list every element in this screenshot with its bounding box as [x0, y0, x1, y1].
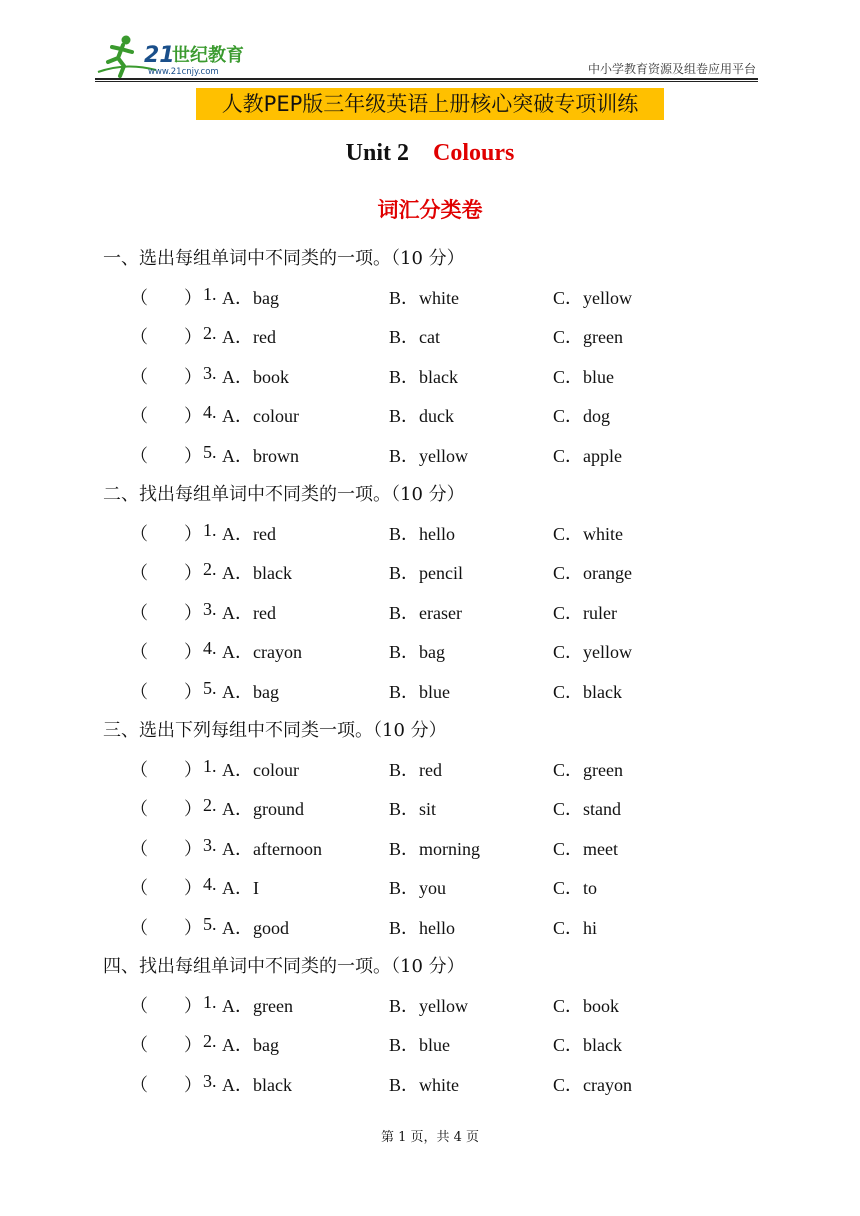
- answer-paren-left[interactable]: （: [130, 642, 148, 663]
- option-b: B．duck: [389, 406, 454, 427]
- question-number: 5.: [203, 677, 217, 698]
- option-b: B．hello: [389, 917, 455, 938]
- answer-paren-right[interactable]: ）: [184, 406, 202, 427]
- answer-paren-right[interactable]: ）: [184, 1074, 202, 1095]
- question-row: [0, 402, 860, 432]
- option-b: B．hello: [389, 524, 455, 544]
- option-b: B．you: [389, 878, 447, 899]
- answer-paren-left[interactable]: （: [130, 681, 148, 702]
- option-b: B．cat: [389, 327, 440, 348]
- question-number: 1.: [203, 520, 217, 540]
- question-number: 2.: [203, 323, 217, 344]
- section-title: 二、找出每组单词中不同类的一项。（10 分）: [103, 484, 465, 505]
- answer-paren-right[interactable]: ）: [184, 642, 202, 663]
- option-b: B．red: [389, 760, 442, 780]
- answer-paren-left[interactable]: （: [130, 445, 148, 466]
- question-number: 4.: [203, 402, 217, 423]
- answer-paren-right[interactable]: ）: [184, 366, 202, 387]
- option-c: C．meet: [553, 838, 618, 859]
- option-c: C．dog: [553, 406, 611, 427]
- question-row: [0, 1071, 860, 1101]
- option-c: C．blue: [553, 366, 614, 387]
- answer-paren-right[interactable]: ）: [184, 760, 202, 780]
- question-number: 3.: [203, 834, 217, 855]
- option-b: B．white: [389, 1074, 459, 1095]
- platform-tagline: 中小学教育资源及组卷应用平台: [587, 62, 756, 76]
- answer-paren-left[interactable]: （: [130, 602, 148, 623]
- option-b: B．sit: [389, 799, 437, 820]
- answer-paren-left[interactable]: （: [130, 917, 148, 938]
- option-c: C．yellow: [553, 642, 632, 663]
- unit-label: Unit 2: [345, 140, 409, 166]
- option-a: A．black: [222, 1074, 292, 1095]
- option-c: C．black: [553, 681, 622, 702]
- option-a: A．afternoon: [222, 838, 322, 859]
- question-number: 3.: [203, 362, 217, 383]
- answer-paren-right[interactable]: ）: [184, 524, 202, 544]
- question-row: [0, 1031, 860, 1061]
- option-a: A．red: [222, 524, 276, 544]
- document-title: 人教PEP版三年级英语上册核心突破专项训练: [221, 92, 639, 116]
- option-b: B．yellow: [389, 996, 468, 1016]
- answer-paren-right[interactable]: ）: [184, 445, 202, 466]
- option-b: B．morning: [389, 838, 481, 859]
- option-b: B．black: [389, 366, 458, 387]
- answer-paren-right[interactable]: ）: [184, 838, 202, 859]
- option-a: A．red: [222, 602, 276, 623]
- question-number: 3.: [203, 1070, 217, 1091]
- option-a: A．bag: [222, 1035, 279, 1056]
- option-b: B．eraser: [389, 602, 462, 623]
- option-c: C．hi: [553, 917, 598, 938]
- option-c: C．crayon: [553, 1074, 632, 1095]
- option-c: C．apple: [553, 445, 622, 466]
- option-a: A．colour: [222, 760, 299, 780]
- question-number: 5.: [203, 441, 217, 462]
- answer-paren-left[interactable]: （: [130, 838, 148, 859]
- option-b: B．pencil: [389, 563, 463, 584]
- question-row: [0, 756, 860, 786]
- section-title: 三、选出下列每组中不同类一项。（10 分）: [103, 720, 447, 741]
- header-divider: [95, 78, 758, 80]
- question-number: 3.: [203, 598, 217, 619]
- question-row: [0, 442, 860, 472]
- option-a: A．black: [222, 563, 292, 584]
- answer-paren-right[interactable]: ）: [184, 878, 202, 899]
- option-a: A．red: [222, 327, 276, 348]
- option-a: A．bag: [222, 681, 279, 702]
- answer-paren-left[interactable]: （: [130, 563, 148, 584]
- question-row: [0, 678, 860, 708]
- option-b: B．blue: [389, 1035, 450, 1056]
- question-number: 2.: [203, 795, 217, 816]
- option-c: C．book: [553, 996, 620, 1016]
- site-logo: [96, 32, 266, 82]
- question-row: [0, 795, 860, 825]
- option-a: A．crayon: [222, 642, 302, 663]
- option-a: A．good: [222, 917, 289, 938]
- option-b: B．white: [389, 288, 459, 308]
- answer-paren-left[interactable]: （: [130, 524, 148, 544]
- question-number: 4.: [203, 874, 217, 895]
- answer-paren-left[interactable]: （: [130, 1074, 148, 1095]
- answer-paren-left[interactable]: （: [130, 760, 148, 780]
- answer-paren-left[interactable]: （: [130, 366, 148, 387]
- question-number: 5.: [203, 913, 217, 934]
- question-row: [0, 284, 860, 314]
- header-divider-thin: [95, 81, 758, 82]
- option-c: C．stand: [553, 799, 622, 820]
- option-a: A．ground: [222, 799, 304, 820]
- option-c: C．green: [553, 327, 623, 348]
- question-row: [0, 874, 860, 904]
- question-number: 1.: [203, 756, 217, 776]
- answer-paren-right[interactable]: ）: [184, 1035, 202, 1056]
- section-title: 四、找出每组单词中不同类的一项。（10 分）: [103, 956, 465, 977]
- answer-paren-right[interactable]: ）: [184, 602, 202, 623]
- question-row: [0, 559, 860, 589]
- answer-paren-right[interactable]: ）: [184, 917, 202, 938]
- answer-paren-left[interactable]: （: [130, 996, 148, 1016]
- question-row: [0, 835, 860, 865]
- option-a: A．I: [222, 878, 259, 899]
- answer-paren-right[interactable]: ）: [184, 799, 202, 820]
- answer-paren-right[interactable]: ）: [184, 288, 202, 308]
- answer-paren-left[interactable]: （: [130, 288, 148, 308]
- question-row: [0, 363, 860, 393]
- answer-paren-right[interactable]: ）: [184, 681, 202, 702]
- svg-text:21: 21: [144, 43, 175, 68]
- question-row: [0, 599, 860, 629]
- section-title: 一、选出每组单词中不同类的一项。（10 分）: [103, 248, 465, 269]
- page-footer: 第 1 页，共 4 页: [380, 1130, 480, 1145]
- option-c: C．orange: [553, 563, 632, 584]
- option-c: C．ruler: [553, 602, 617, 623]
- option-a: A．brown: [222, 445, 299, 466]
- question-row: [0, 992, 860, 1022]
- question-row: [0, 520, 860, 550]
- option-c: C．black: [553, 1035, 622, 1056]
- question-number: 2.: [203, 559, 217, 580]
- answer-paren-right[interactable]: ）: [184, 327, 202, 348]
- unit-heading: [0, 140, 860, 167]
- option-c: C．green: [553, 760, 623, 780]
- svg-text:www.21cnjy.com: www.21cnjy.com: [148, 67, 219, 77]
- option-a: A．colour: [222, 406, 299, 427]
- answer-paren-right[interactable]: ）: [184, 563, 202, 584]
- option-b: B．bag: [389, 642, 445, 663]
- question-number: 4.: [203, 638, 217, 659]
- question-number: 1.: [203, 992, 217, 1012]
- answer-paren-left[interactable]: （: [130, 878, 148, 899]
- question-number: 1.: [203, 284, 217, 304]
- option-c: C．white: [553, 524, 623, 544]
- answer-paren-left[interactable]: （: [130, 327, 148, 348]
- option-b: B．blue: [389, 681, 450, 702]
- unit-name: Colours: [433, 140, 515, 166]
- question-row: [0, 323, 860, 353]
- option-a: A．book: [222, 366, 289, 387]
- option-b: B．yellow: [389, 445, 468, 466]
- question-row: [0, 914, 860, 944]
- option-a: A．bag: [222, 288, 279, 308]
- answer-paren-right[interactable]: ）: [184, 996, 202, 1016]
- answer-paren-left[interactable]: （: [130, 406, 148, 427]
- option-c: C．to: [553, 878, 598, 899]
- svg-text:世纪教育: 世纪教育: [172, 45, 244, 66]
- answer-paren-left[interactable]: （: [130, 799, 148, 820]
- question-row: [0, 638, 860, 668]
- answer-paren-left[interactable]: （: [130, 1035, 148, 1056]
- worksheet-subtitle: 词汇分类卷: [377, 198, 483, 222]
- option-c: C．yellow: [553, 288, 632, 308]
- option-a: A．green: [222, 996, 293, 1016]
- question-number: 2.: [203, 1031, 217, 1052]
